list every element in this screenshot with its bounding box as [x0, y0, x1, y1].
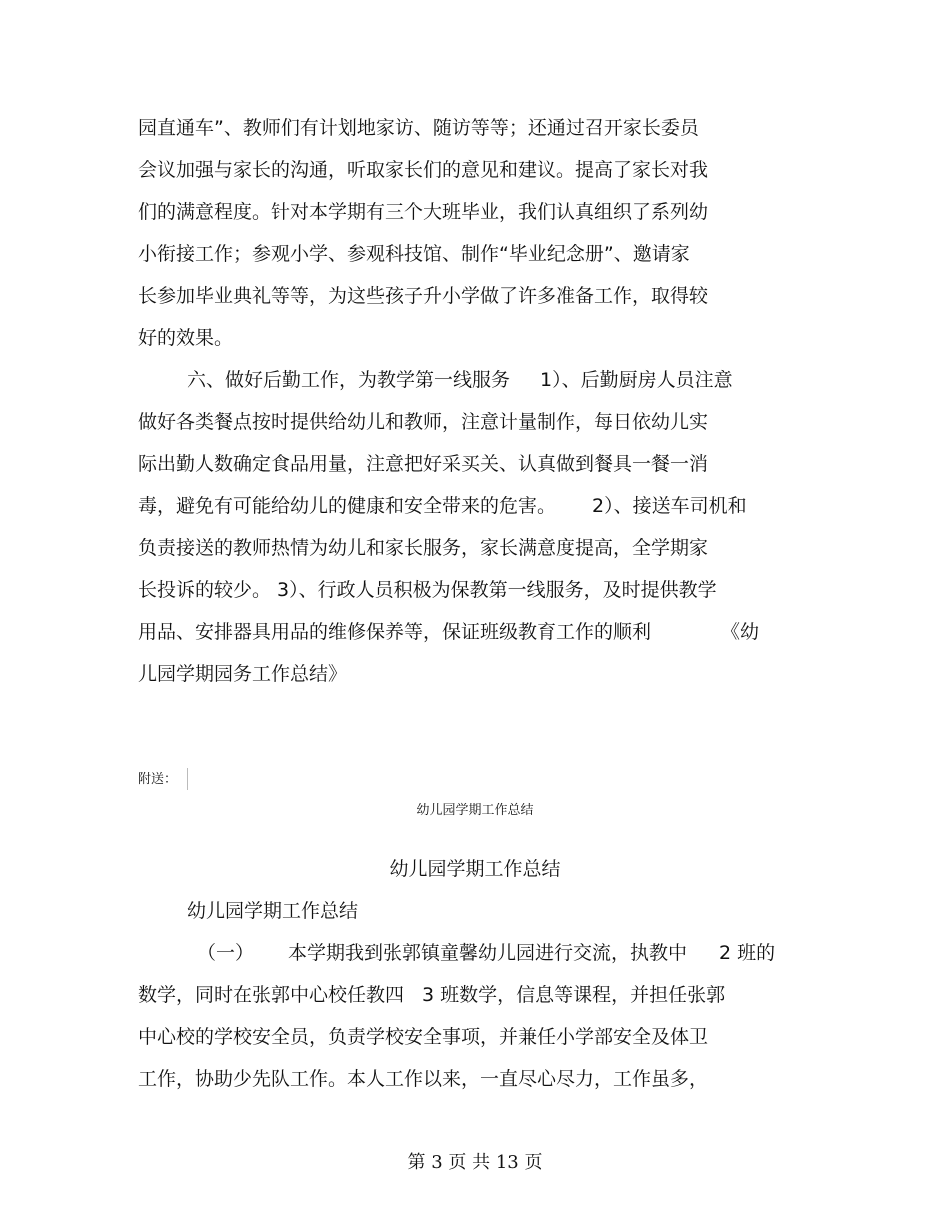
body-line-13 [138, 618, 759, 646]
body-line-2: 会议加强与家长的沟通，听取家长们的意见和建议。提高了家长对我 [138, 159, 709, 181]
appendix-heading: 幼儿园学期工作总结 [187, 900, 359, 922]
title-open-fragment: 《幼 [721, 621, 760, 643]
body-line-6: 好的效果。 [138, 327, 234, 349]
section-six-item-1: 1）、后勤厨房人员注意 [540, 369, 733, 391]
appendix-line-4: 工作，协助少先队工作。本人工作以来，一直尽心尽力，工作虽多， [138, 1068, 709, 1090]
body-line-12: 长投诉的较少。 3）、行政人员积极为保教第一线服务，及时提供教学 [138, 579, 717, 601]
divider [187, 768, 188, 790]
appendix-line-2 [138, 981, 725, 1009]
appendix-line-3: 中心校的学校安全员，负责学校安全事项，并兼任小学部安全及体卫 [138, 1026, 709, 1048]
body-line-10-text: 毒，避免有可能给幼儿的健康和安全带来的危害。 [138, 495, 557, 517]
page-number: 第 3 页 共 13 页 [407, 1152, 543, 1173]
appendix-line-2-text: 数学，同时在张郭中心校任教四 [138, 984, 405, 1006]
body-line-5: 长参加毕业典礼等等，为这些孩子升小学做了许多准备工作，取得较 [138, 285, 709, 307]
body-line-3: 们的满意程度。针对本学期有三个大班毕业，我们认真组织了系列幼 [138, 201, 709, 223]
body-line-14: 儿园学期园务工作总结》 [138, 663, 348, 685]
appendix-line-1 [197, 939, 775, 967]
body-line-13-text: 用品、安排器具用品的维修保养等，保证班级教育工作的顺利 [138, 621, 652, 643]
body-line-7 [187, 366, 733, 394]
body-line-4: 小衔接工作；参观小学、参观科技馆、制作“毕业纪念册”、邀请家 [138, 243, 690, 265]
body-line-11: 负责接送的教师热情为幼儿和家长服务，家长满意度提高，全学期家 [138, 537, 709, 559]
appendix-subtitle: 幼儿园学期工作总结 [416, 803, 534, 818]
appendix-label: 附送： [138, 772, 178, 787]
appendix-line-2-rest: 3 班数学，信息等课程，并担任张郭 [422, 984, 726, 1006]
body-line-10 [138, 492, 747, 520]
appendix-class-2: 2 班的 [719, 942, 776, 964]
body-line-1: 园直通车”、教师们有计划地家访、随访等等；还通过召开家长委员 [138, 117, 699, 139]
appendix-item-marker: （一） [197, 942, 255, 964]
body-line-8: 做好各类餐点按时提供给幼儿和教师，注意计量制作，每日依幼儿实 [138, 411, 709, 433]
appendix-title: 幼儿园学期工作总结 [389, 858, 561, 880]
appendix-line-1-text: 本学期我到张郭镇童馨幼儿园进行交流，执教中 [288, 942, 688, 964]
section-six-heading: 六、做好后勤工作，为教学第一线服务 [187, 369, 511, 391]
section-six-item-2: 2）、接送车司机和 [592, 495, 747, 517]
body-line-9: 际出勤人数确定食品用量，注意把好采买关、认真做到餐具一餐一消 [138, 453, 709, 475]
